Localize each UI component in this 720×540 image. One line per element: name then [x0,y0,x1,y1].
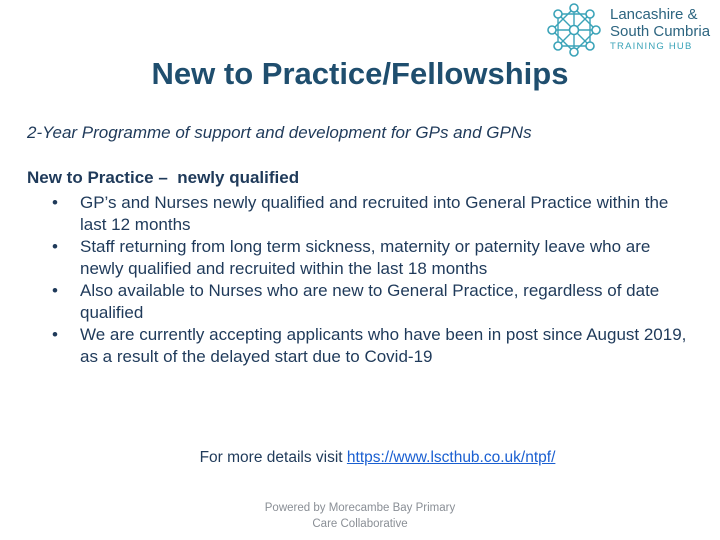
details-line [0,448,720,468]
training-hub-logo [546,2,718,58]
bullet-icon: • [52,281,58,300]
page-subtitle: 2-Year Programme of support and development for GPs and GPNs [27,123,532,142]
footer-line-1: Powered by Morecambe Bay Primary [264,502,456,514]
logo-line-1: Lancashire & [610,6,698,23]
page-title: New to Practice/Fellowships [151,56,569,91]
bullet-text: We are currently accepting applicants who have been in post since August 2019, as a result of the delayed start due to Covid-19 [80,325,687,366]
bullet-text: Staff returning from long term sickness, maternity or paternity leave who are newly qualified and recruited within the last 18 months [80,237,651,278]
bullet-item [52,236,692,280]
bullet-text: GP’s and Nurses newly qualified and recruited into General Practice within the last 12 months [80,193,669,234]
network-nodes-icon [546,2,602,58]
bullet-icon: • [52,237,58,256]
bullet-text: Also available to Nurses who are new to General Practice, regardless of date qualified [80,281,660,322]
bullet-icon: • [52,193,58,212]
logo-text [610,6,718,53]
details-link[interactable]: https://www.lscthub.co.uk/ntpf/ [346,449,556,466]
logo-line-3: TRAINING HUB [610,41,693,52]
bullet-item [52,280,692,324]
bullet-item [52,324,692,368]
details-prefix: For more details visit [199,449,347,466]
bullet-list [52,192,692,368]
footer [0,500,720,532]
footer-line-2: Care Collaborative [312,518,408,530]
section-heading: New to Practice – newly qualified [27,168,300,187]
bullet-item [52,192,692,236]
logo-line-2: South Cumbria [610,23,711,40]
bullet-icon: • [52,325,58,344]
